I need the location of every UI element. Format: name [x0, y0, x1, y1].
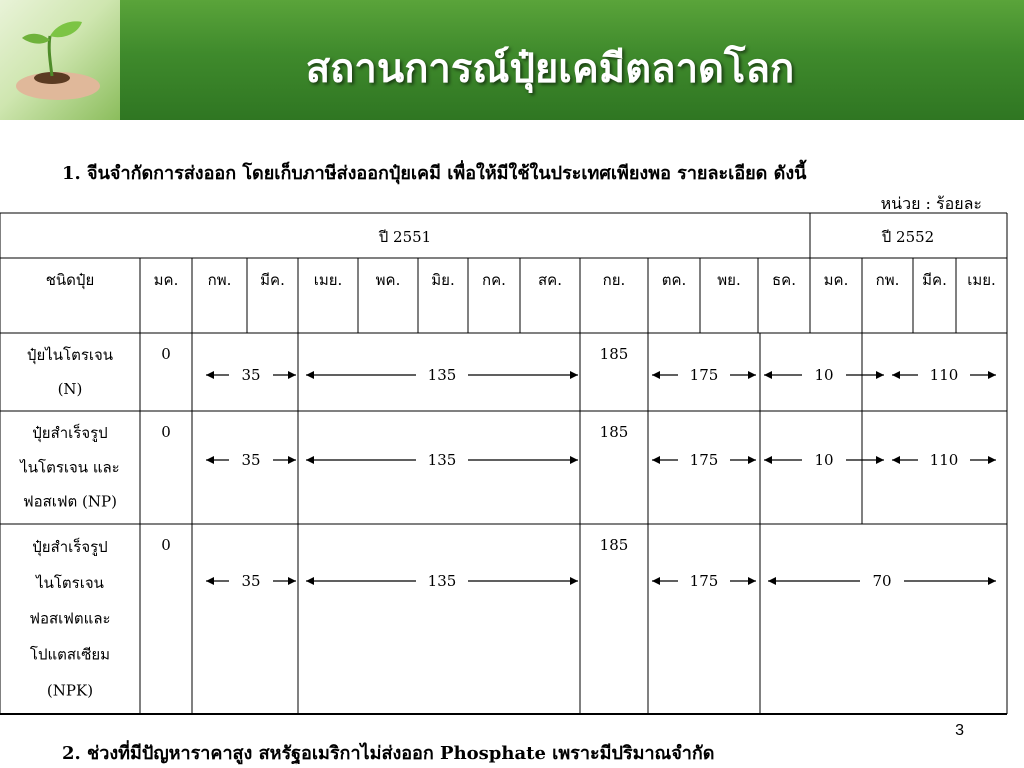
span-feb-apr-left-arrowhead	[206, 456, 214, 464]
fertilizer-name-line: ไนโตรเจน และ	[20, 458, 120, 477]
span-apr-aug-left-arrowhead	[306, 456, 314, 464]
span-feb-apr-2552-right-arrowhead	[988, 371, 996, 379]
fertilizer-name-line: (N)	[57, 379, 83, 398]
slide-number: 3	[955, 722, 964, 739]
table-row	[29, 536, 996, 699]
span-feb-apr-right-arrowhead	[288, 456, 296, 464]
span-dec-jan-right-arrowhead	[876, 371, 884, 379]
point-1-text: 1. จีนจำกัดการส่งออก โดยเก็บภาษีส่งออกปุ๋ยเคมี เพื่อให้มีใช้ในประเทศเพียงพอ รายละเอียด ดังนี้	[62, 163, 807, 184]
span-apr-aug-left-arrowhead	[306, 371, 314, 379]
span-dec-apr-2552-right-arrowhead	[988, 577, 996, 585]
year-2551-header: ปี 2551	[378, 228, 432, 246]
fertilizer-name-line: โปแตสเซียม	[29, 645, 111, 664]
span-feb-apr-2552-left-arrowhead	[892, 456, 900, 464]
span-feb-apr-2552-value: 110	[929, 451, 959, 469]
table-row	[19, 423, 996, 511]
fertilizer-name-line: ฟอสเฟต (NP)	[23, 492, 117, 511]
span-apr-aug-right-arrowhead	[570, 456, 578, 464]
unit-label: หน่วย : ร้อยละ	[880, 194, 982, 213]
month-header-16: เมย.	[967, 271, 996, 289]
span-feb-apr-2552-left-arrowhead	[892, 371, 900, 379]
span-oct-nov-right-arrowhead	[748, 577, 756, 585]
span-dec-jan-left-arrowhead	[764, 371, 772, 379]
span-feb-apr-right-arrowhead	[288, 371, 296, 379]
month-header-9: กย.	[602, 271, 626, 289]
fertilizer-name-line: ปุ๋ยสำเร็จรูป	[32, 537, 108, 556]
point-2-text: 2. ช่วงที่มีปัญหาราคาสูง สหรัฐอเมริกาไม่ส่งออก Phosphate เพราะมีปริมาณจำกัด	[62, 743, 715, 764]
fertilizer-name-line: ไนโตรเจน	[36, 573, 104, 592]
span-feb-apr-left-arrowhead	[206, 577, 214, 585]
span-feb-apr-2552-right-arrowhead	[988, 456, 996, 464]
span-dec-jan-value: 10	[814, 451, 834, 469]
span-apr-aug-left-arrowhead	[306, 577, 314, 585]
span-dec-jan-value: 10	[814, 366, 834, 384]
fertilizer-name-line: (NPK)	[46, 681, 94, 700]
jan-value: 0	[161, 423, 171, 441]
month-header-15: มีค.	[922, 271, 947, 289]
span-apr-aug-right-arrowhead	[570, 577, 578, 585]
span-apr-aug-right-arrowhead	[570, 371, 578, 379]
span-dec-apr-2552-left-arrowhead	[768, 577, 776, 585]
month-header-3: มีค.	[260, 271, 285, 289]
month-header-4: เมย.	[313, 271, 343, 289]
month-header-13: มค.	[823, 271, 849, 289]
span-dec-jan-left-arrowhead	[764, 456, 772, 464]
page-title: สถานการณ์ปุ๋ยเคมีตลาดโลก	[305, 45, 795, 92]
year-2552-header: ปี 2552	[881, 228, 935, 246]
span-feb-apr-right-arrowhead	[288, 577, 296, 585]
month-header-14: กพ.	[875, 271, 900, 289]
span-oct-nov-right-arrowhead	[748, 456, 756, 464]
fertilizer-name-line: ปุ๋ยไนโตรเจน	[26, 345, 114, 364]
span-apr-aug-value: 135	[427, 572, 457, 590]
month-header-2: กพ.	[207, 271, 232, 289]
month-header-7: กค.	[482, 271, 506, 289]
month-header-11: พย.	[717, 271, 741, 289]
span-dec-jan-right-arrowhead	[876, 456, 884, 464]
table-body	[19, 345, 996, 699]
jan-value: 0	[161, 345, 171, 363]
month-header-1: มค.	[153, 271, 179, 289]
fertilizer-type-header: ชนิดปุ๋ย	[45, 271, 95, 289]
span-oct-nov-right-arrowhead	[748, 371, 756, 379]
table-row	[27, 345, 996, 398]
span-dec-apr-2552-value: 70	[872, 572, 892, 590]
month-header-8: สค.	[538, 271, 562, 289]
span-apr-aug-value: 135	[427, 451, 457, 469]
sep-value: 185	[599, 423, 629, 441]
span-feb-apr-value: 35	[241, 572, 261, 590]
span-feb-apr-value: 35	[241, 366, 261, 384]
sep-value: 185	[599, 345, 629, 363]
month-header-10: ตค.	[661, 271, 687, 289]
sep-value: 185	[599, 536, 629, 554]
span-feb-apr-value: 35	[241, 451, 261, 469]
span-oct-nov-value: 175	[689, 451, 719, 469]
span-apr-aug-value: 135	[427, 366, 457, 384]
month-header-6: มิย.	[431, 271, 455, 289]
span-feb-apr-left-arrowhead	[206, 371, 214, 379]
jan-value: 0	[161, 536, 171, 554]
span-oct-nov-left-arrowhead	[652, 371, 660, 379]
span-feb-apr-2552-value: 110	[929, 366, 959, 384]
month-header-12: ธค.	[772, 271, 796, 289]
span-oct-nov-value: 175	[689, 572, 719, 590]
span-oct-nov-left-arrowhead	[652, 577, 660, 585]
fertilizer-name-line: ปุ๋ยสำเร็จรูป	[32, 424, 108, 443]
span-oct-nov-value: 175	[689, 366, 719, 384]
month-header-5: พค.	[375, 271, 401, 289]
month-header-row	[154, 271, 996, 289]
span-oct-nov-left-arrowhead	[652, 456, 660, 464]
fertilizer-name-line: ฟอสเฟตและ	[29, 609, 111, 628]
